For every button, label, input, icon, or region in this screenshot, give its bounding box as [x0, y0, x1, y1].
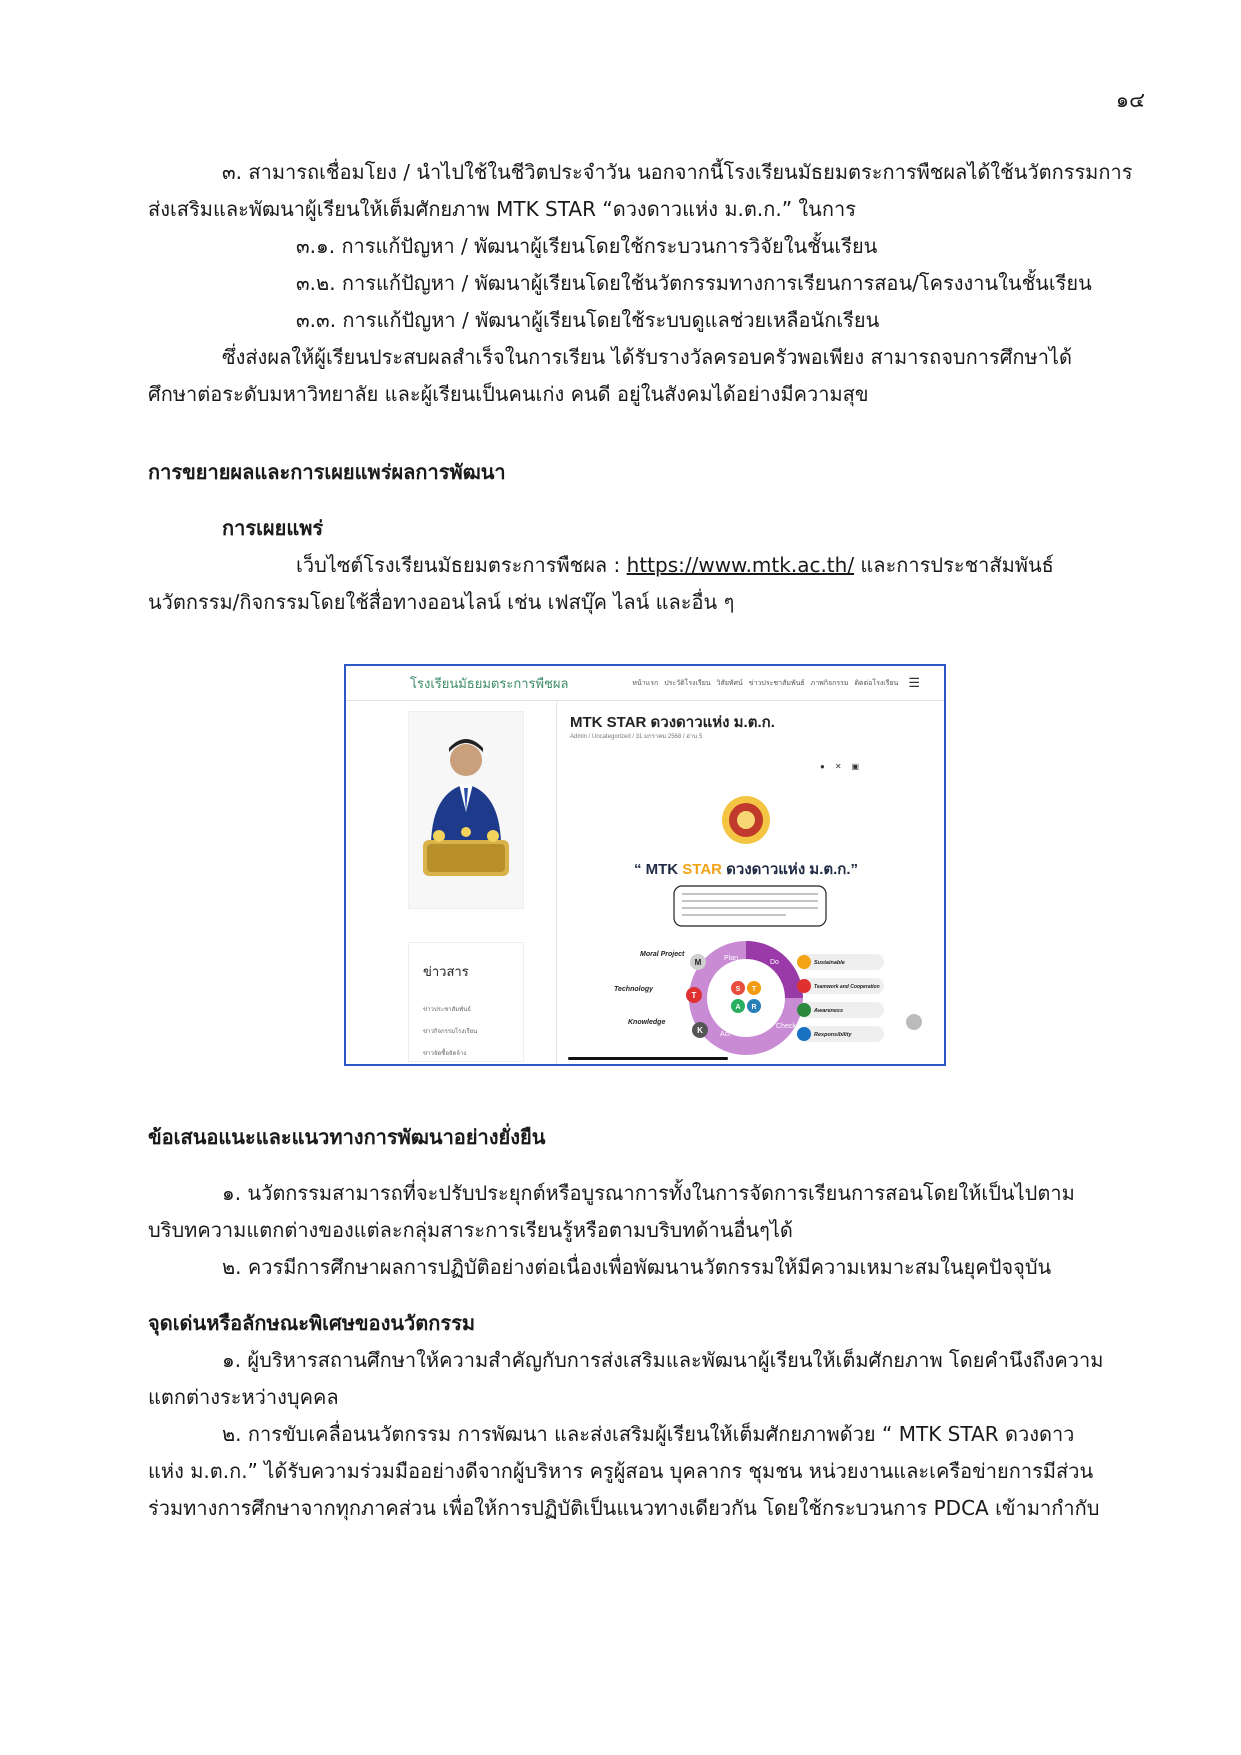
highlight-2-line2: แห่ง ม.ต.ก.” ได้รับความร่วมมืออย่างดีจากผู้บริหาร ครูผู้สอน บุคลากร ชุมชน หน่วยงานและเครือข่ายการมีส่วน [148, 1459, 1094, 1483]
poster-title-star: STAR [682, 861, 723, 878]
highlight-2-line1: ๒. การขับเคลื่อนนวัตกรรม การพัฒนา และส่งเสริมผู้เรียนให้เต็มศักยภาพด้วย “ MTK STAR ดวงดาว [222, 1422, 1075, 1446]
news-item[interactable]: ข่าวจัดซื้อจัดจ้าง [423, 1051, 467, 1057]
star-letter: R [751, 1004, 757, 1011]
label-awareness: Awareness [814, 1008, 844, 1014]
para1-line1: ๓. สามารถเชื่อมโยง / นำไปใช้ในชีวิตประจำวัน นอกจากนี้โรงเรียนมัธยมตระการพืชผลได้ใช้นวัตกรรมการ [222, 160, 1133, 184]
screenshot-navbar [346, 666, 944, 701]
news-title: ข่าวสาร [423, 964, 469, 979]
sub-item-3-1: ๓.๑. การแก้ปัญหา / พัฒนาผู้เรียนโดยใช้กระบวนการวิจัยในชั้นเรียน [296, 234, 878, 258]
nav-link: ภาพกิจกรรม [810, 679, 849, 687]
suggestion-1-line2: บริบทความแตกต่างของแต่ละกลุ่มสาระการเรียนรู้หรือตามบริบทด้านอื่นๆได้ [148, 1218, 793, 1242]
mtk-star-poster [586, 790, 906, 1062]
sub-item-3-2: ๓.๒. การแก้ปัญหา / พัฒนาผู้เรียนโดยใช้นวัตกรรมทางการเรียนการสอน/โครงงานในชั้นเรียน [296, 271, 1092, 295]
home-indicator-bar [568, 1057, 728, 1060]
nav-link: วิสัยทัศน์ [716, 679, 743, 687]
suggestion-2: ๒. ควรมีการศึกษาผลการปฏิบัติอย่างต่อเนื่องเพื่อพัฒนานวัตกรรมให้มีความเหมาะสมในยุคปัจจุบัน [222, 1255, 1052, 1279]
mtk-letter: T [691, 991, 697, 1000]
share-icons [820, 762, 859, 771]
star-letter: A [735, 1004, 741, 1011]
website-line-prefix: เว็บไซต์โรงเรียนมัธยมตระการพืชผล : [296, 553, 627, 577]
facebook-icon[interactable]: ● [820, 762, 825, 771]
screenshot-brand: โรงเรียนมัธยมตระการพืชผล [410, 675, 569, 691]
x-icon[interactable]: ✕ [834, 762, 842, 771]
para2-line2: ศึกษาต่อระดับมหาวิทยาลัย และผู้เรียนเป็นคนเก่ง คนดี อยู่ในสังคมได้อย่างมีความสุข [148, 382, 869, 406]
nav-link: ข่าวประชาสัมพันธ์ [748, 679, 805, 687]
nav-link: ติดต่อโรงเรียน [854, 679, 899, 687]
cycle-do: Do [770, 959, 779, 966]
website-screenshot [344, 664, 946, 1066]
poster-title [634, 861, 858, 878]
director-portrait-card [408, 711, 524, 909]
label-sustainable: Sustainable [814, 960, 845, 966]
news-item[interactable]: ข่าวกิจกรรมโรงเรียน [423, 1029, 478, 1035]
star-letter: S [735, 986, 741, 993]
screenshot-nav-links [632, 678, 898, 689]
hamburger-icon: ☰ [908, 675, 920, 690]
highlight-1-line1: ๑. ผู้บริหารสถานศึกษาให้ความสำคัญกับการส่งเสริมและพัฒนาผู้เรียนให้เต็มศักยภาพ โดยคำนึงถึงความ [222, 1348, 1104, 1372]
cycle-act: Act [720, 1031, 731, 1038]
scroll-top-button[interactable] [906, 1014, 922, 1030]
online-media-line: นวัตกรรม/กิจกรรมโดยใช้สื่อทางออนไลน์ เช่น เฟสบุ๊ค ไลน์ และอื่น ๆ [148, 590, 735, 614]
label-responsibility: Responsibility [814, 1032, 852, 1038]
news-sidebar [408, 942, 524, 1062]
website-line [296, 547, 1146, 584]
cycle-check: Check [776, 1023, 796, 1030]
para1-line2: ส่งเสริมและพัฒนาผู้เรียนให้เต็มศักยภาพ MTK STAR “ดวงดาวแห่ง ม.ต.ก.” ในการ [148, 197, 856, 221]
label-knowledge: Knowledge [628, 1019, 666, 1026]
sub-item-3-3: ๓.๓. การแก้ปัญหา / พัฒนาผู้เรียนโดยใช้ระบบดูแลช่วยเหลือนักเรียน [296, 308, 880, 332]
nav-link: หน้าแรก [632, 679, 659, 687]
page-number: ๑๔ [1115, 88, 1145, 112]
website-line-suffix: และการประชาสัมพันธ์ [854, 553, 1054, 577]
heading-suggestions: ข้อเสนอแนะและแนวทางการพัฒนาอย่างยั่งยืน [148, 1125, 546, 1149]
website-link[interactable]: https://www.mtk.ac.th/ [626, 553, 855, 577]
post-title: MTK STAR ดวงดาวแห่ง ม.ต.ก. [570, 714, 775, 731]
news-item[interactable]: ข่าวประชาสัมพันธ์ [423, 1007, 471, 1013]
suggestion-1-line1: ๑. นวัตกรรมสามารถที่จะปรับประยุกต์หรือบูรณาการทั้งในการจัดการเรียนการสอนโดยให้เป็นไปตาม [222, 1181, 1075, 1205]
director-portrait [409, 712, 523, 908]
subheading-publish: การเผยแพร่ [222, 516, 324, 540]
poster-title-a: “ MTK [633, 861, 683, 878]
mtk-letter: K [697, 1026, 703, 1035]
mtk-letter: M [694, 958, 702, 967]
highlight-1-line2: แตกต่างระหว่างบุคคล [148, 1385, 339, 1409]
label-moral: Moral Project [640, 951, 685, 958]
label-technology: Technology [614, 986, 654, 993]
star-letter: T [751, 986, 757, 993]
para2-line1: ซึ่งส่งผลให้ผู้เรียนประสบผลสำเร็จในการเรียน ได้รับรางวัลครอบครัวพอเพียง สามารถจบการศึกษาได้ [222, 345, 1072, 369]
heading-highlights: จุดเด่นหรือลักษณะพิเศษของนวัตกรรม [148, 1311, 476, 1335]
screenshot-divider [556, 700, 557, 1064]
highlight-2-line3: ร่วมทางการศึกษาจากทุกภาคส่วน เพื่อให้การปฏิบัติเป็นแนวทางเดียวกัน โดยใช้กระบวนการ PDCA เข้ามากำกับ [148, 1496, 1100, 1520]
post-meta: Admin / Uncategorized / 31 มกราคม 2568 / อ่าน 5 [570, 734, 703, 740]
cycle-plan: Plan [724, 955, 739, 962]
label-teamwork: Teamwork and Cooperation [814, 984, 880, 990]
poster-title-c: ดวงดาวแห่ง ม.ต.ก.” [722, 861, 859, 878]
heading-dissemination: การขยายผลและการเผยแพร่ผลการพัฒนา [148, 460, 506, 484]
nav-link: ประวัติโรงเรียน [664, 679, 711, 687]
linkedin-icon[interactable]: ▣ [851, 762, 860, 771]
